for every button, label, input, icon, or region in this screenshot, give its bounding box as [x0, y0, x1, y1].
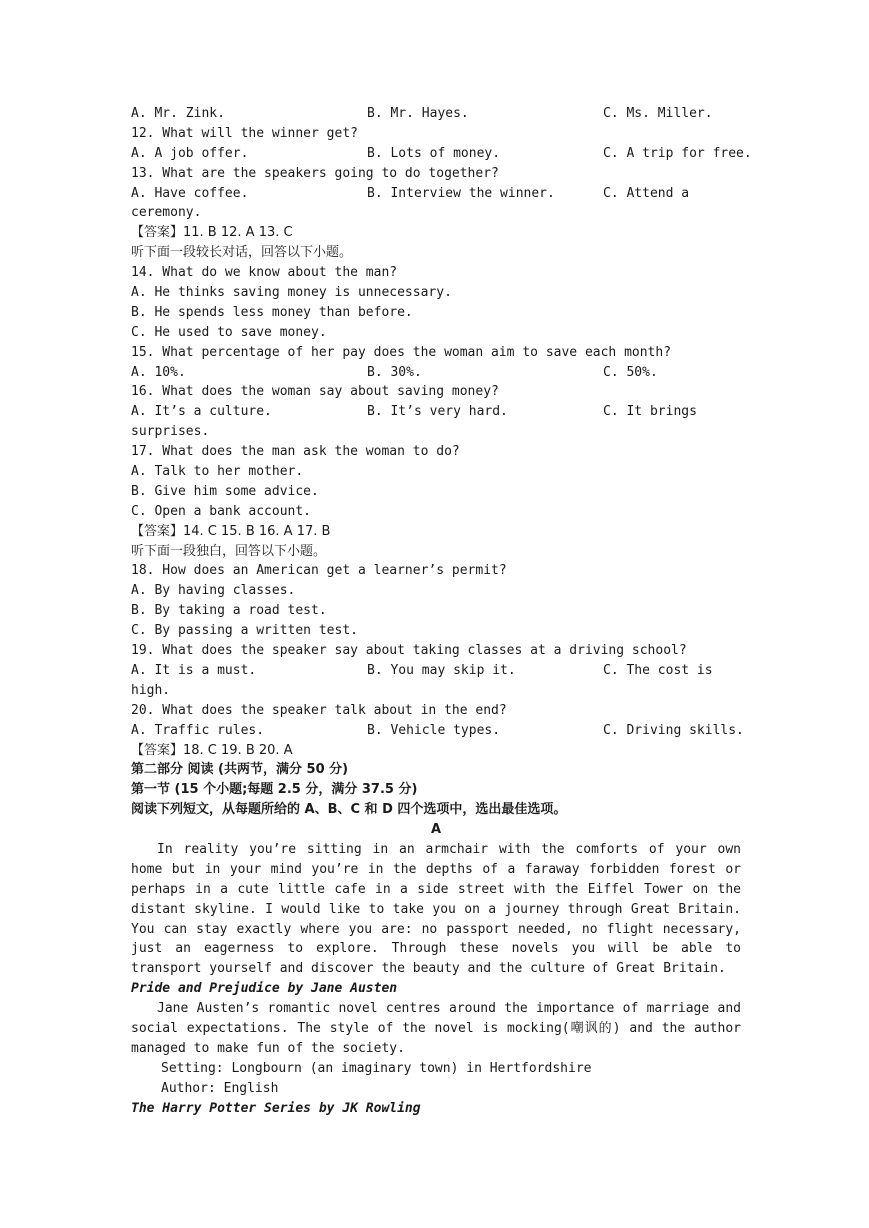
answer-key-14-17: 【答案】14. C 15. B 16. A 17. B — [131, 523, 331, 539]
document-content — [131, 104, 752, 1119]
book1-setting: Setting: Longbourn (an imaginary town) in Hertfordshire — [161, 1060, 592, 1076]
book1-author: Author: English — [161, 1080, 279, 1096]
option-a: A. A job offer. — [131, 145, 249, 161]
option-b: B. 30%. — [367, 364, 422, 380]
option-a: A. Traffic rules. — [131, 722, 265, 738]
option-b: B. Lots of money. — [367, 145, 501, 161]
book2-title: The Harry Potter Series by JK Rowling — [131, 1100, 421, 1116]
q17-option-c: C. Open a bank account. — [131, 503, 312, 519]
option-b: B. It’s very hard. — [367, 404, 508, 420]
q11-options — [131, 104, 741, 124]
option-b: B. You may skip it. — [367, 662, 516, 678]
q14-option-c: C. He used to save money. — [131, 324, 327, 340]
q13-option-wrap: ceremony. — [131, 205, 202, 221]
question-16: 16. What does the woman say about saving money? — [131, 384, 499, 400]
q17-option-a: A. Talk to her mother. — [131, 464, 304, 480]
option-c: C. A trip for free. — [603, 145, 752, 161]
option-c: C. Driving skills. — [603, 722, 744, 738]
part2-heading: 第二部分 阅读 (共两节，满分 50 分) — [131, 762, 349, 778]
q17-option-b: B. Give him some advice. — [131, 483, 319, 499]
question-20: 20. What does the speaker talk about in the end? — [131, 702, 507, 718]
section1-heading: 第一节 (15 个小题;每题 2.5 分，满分 37.5 分) — [131, 782, 418, 798]
option-c: C. The cost is — [603, 662, 713, 678]
q14-option-a: A. He thinks saving money is unnecessary. — [131, 285, 452, 301]
option-a: A. It’s a culture. — [131, 404, 272, 420]
passage-intro-paragraph: In reality you’re sitting in an armchair with the comforts of your own home but in your mind you’re in the depths of a faraway forbidden forest or perhaps in a cute little cafe in a side street with the Eiffel Tower on the distant skyline. I would like to take you on a journey through Great Britain. You can stay exactly where you are: no passport needed, no flight necessary, just an eagerness to explore. Through these novels you will be able to transport yourself and discover the beauty and the culture of Great Britain. — [131, 841, 741, 977]
q15-options — [131, 363, 741, 383]
section-intro-monologue: 听下面一段独白，回答以下小题。 — [131, 543, 327, 559]
section-intro-long-dialogue: 听下面一段较长对话，回答以下小题。 — [131, 245, 353, 261]
option-b: B. Interview the winner. — [367, 185, 555, 201]
option-a: A. 10%. — [131, 364, 186, 380]
q12-options — [131, 144, 752, 164]
book1-title: Pride and Prejudice by Jane Austen — [131, 981, 398, 997]
option-c: C. Ms. Miller. — [603, 106, 713, 121]
question-15: 15. What percentage of her pay does the woman aim to save each month? — [131, 344, 672, 360]
answer-key-11-13: 【答案】11. B 12. A 13. C — [131, 225, 293, 241]
question-13: 13. What are the speakers going to do together? — [131, 165, 499, 181]
question-12: 12. What will the winner get? — [131, 125, 358, 141]
reading-instructions: 阅读下列短文，从每题所给的 A、B、C 和 D 四个选项中，选出最佳选项。 — [131, 802, 567, 818]
question-19: 19. What does the speaker say about taking classes at a driving school? — [131, 643, 687, 659]
question-17: 17. What does the man ask the woman to do? — [131, 444, 460, 460]
option-c: C. It brings — [603, 404, 697, 420]
q14-option-b: B. He spends less money than before. — [131, 304, 413, 320]
option-a: A. Mr. Zink. — [131, 106, 225, 121]
q16-option-wrap: surprises. — [131, 424, 210, 440]
question-18: 18. How does an American get a learner’s permit? — [131, 563, 507, 579]
question-14: 14. What do we know about the man? — [131, 265, 398, 281]
book1-description: Jane Austen’s romantic novel centres around the importance of marriage and social expectations. The style of the novel is mocking(嘲讽的) and the author managed to make fun of the society. — [131, 1001, 741, 1056]
option-b: B. Mr. Hayes. — [367, 106, 469, 121]
option-a: A. Have coffee. — [131, 185, 249, 201]
q18-option-a: A. By having classes. — [131, 583, 296, 599]
option-b: B. Vehicle types. — [367, 722, 501, 738]
q18-option-b: B. By taking a road test. — [131, 603, 327, 619]
q19-option-wrap: high. — [131, 682, 171, 698]
q20-options — [131, 721, 744, 741]
option-c: C. 50%. — [603, 364, 658, 380]
option-a: A. It is a must. — [131, 662, 257, 678]
answer-key-18-20: 【答案】18. C 19. B 20. A — [131, 742, 293, 758]
q16-options — [131, 402, 741, 422]
passage-label: A — [430, 822, 442, 838]
q13-options — [131, 184, 741, 204]
q18-option-c: C. By passing a written test. — [131, 623, 358, 639]
option-c: C. Attend a — [603, 185, 690, 201]
q19-options — [131, 661, 741, 681]
